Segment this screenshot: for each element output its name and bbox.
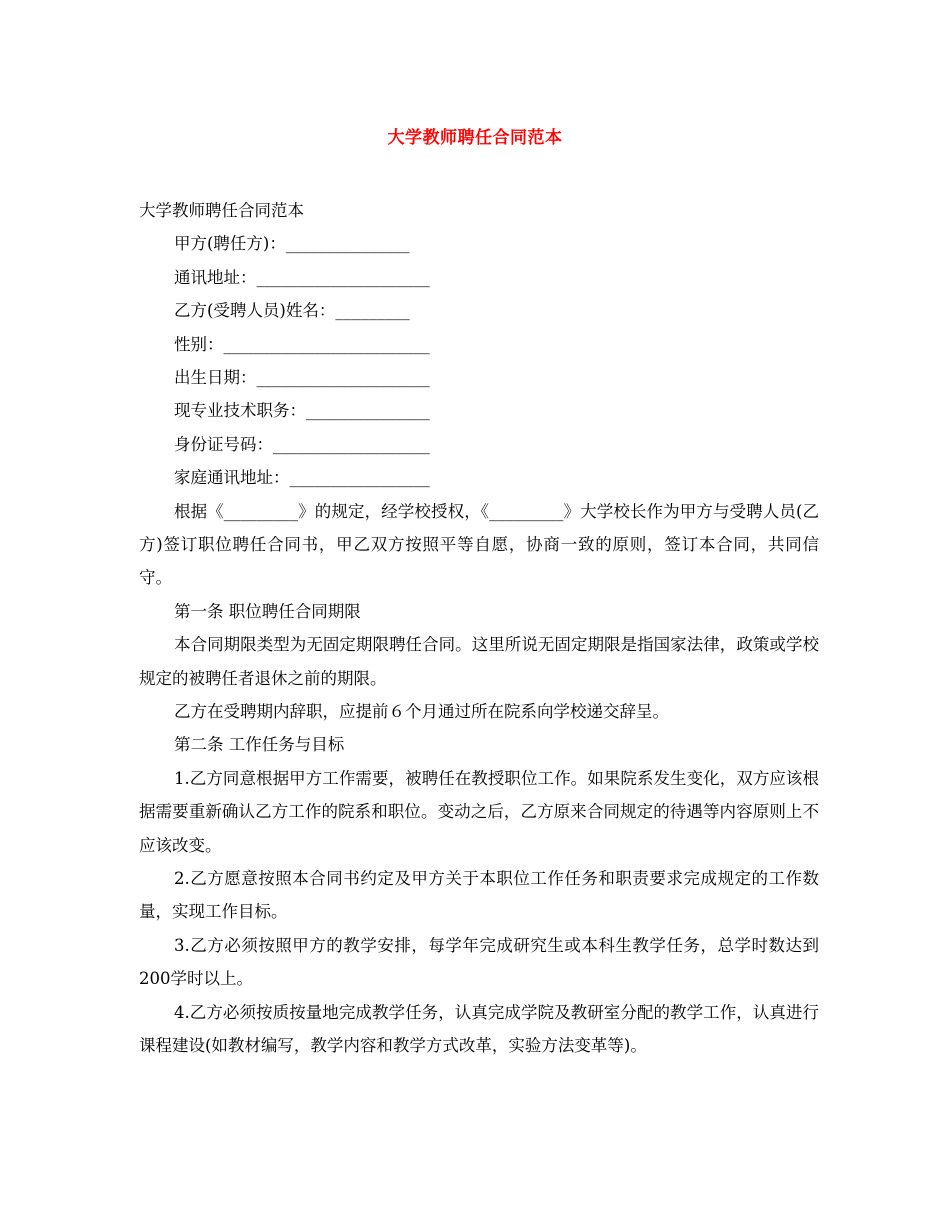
field-blank: _________ xyxy=(335,301,410,321)
field-blank: _________________ xyxy=(289,468,430,488)
paragraph-item-3: 3.乙方必须按照甲方的教学安排，每学年完成研究生或本科生教学任务，总学时数达到200学时以上。 xyxy=(139,935,819,989)
field-blank: _______________ xyxy=(306,401,430,421)
field-party-a xyxy=(139,227,819,260)
field-label: 现专业技术职务： xyxy=(174,401,306,421)
field-blank: _____________________ xyxy=(256,267,430,287)
field-label: 出生日期： xyxy=(174,367,257,387)
field-professional-title xyxy=(139,394,819,427)
field-home-address xyxy=(139,461,819,494)
field-id-number xyxy=(139,428,819,461)
field-label: 通讯地址： xyxy=(174,267,257,287)
paragraph-preamble: 根据《_________》的规定，经学校授权，《_________》大学校长作为甲方与受聘人员(乙方)签订职位聘任合同书，甲乙双方按照平等自愿，协商一致的原则，签订本合同，共同信守。 xyxy=(139,501,819,588)
field-blank: _____________________ xyxy=(256,367,430,387)
field-blank: _______________ xyxy=(285,234,410,254)
article-heading-2: 第二条 工作任务与目标 xyxy=(174,735,345,755)
field-gender xyxy=(139,328,819,361)
field-label: 甲方(聘任方)： xyxy=(174,234,286,254)
field-label: 身份证号码： xyxy=(174,434,273,454)
document-body xyxy=(139,194,819,1062)
document-subtitle: 大学教师聘任合同范本 xyxy=(139,201,304,220)
field-birth-date xyxy=(139,361,819,394)
paragraph-item-1: 1.乙方同意根据甲方工作需要，被聘任在教授职位工作。如果院系发生变化，双方应该根据需要重新确认乙方工作的院系和职位。变动之后，乙方原来合同规定的待遇等内容原则上不应该改变。 xyxy=(139,768,819,855)
paragraph-item-4: 4.乙方必须按质按量地完成教学任务，认真完成学院及教研室分配的教学工作，认真进行课程建设(如教材编写，教学内容和教学方式改革，实验方法变革等)。 xyxy=(139,1002,819,1056)
paragraph-resignation: 乙方在受聘期内辞职，应提前６个月通过所在院系向学校递交辞呈。 xyxy=(174,701,669,721)
article-heading-1: 第一条 职位聘任合同期限 xyxy=(174,601,361,621)
field-blank: _________________________ xyxy=(223,334,430,354)
field-blank: ___________________ xyxy=(273,434,430,454)
paragraph-item-2: 2.乙方愿意按照本合同书约定及甲方关于本职位工作任务和职责要求完成规定的工作数量，实现工作目标。 xyxy=(139,868,819,922)
field-label: 家庭通讯地址： xyxy=(174,468,290,488)
field-label: 乙方(受聘人员)姓名： xyxy=(174,301,336,321)
document-title: 大学教师聘任合同范本 xyxy=(387,128,563,148)
field-party-b-name xyxy=(139,294,819,327)
field-label: 性别： xyxy=(174,334,224,354)
paragraph-term-type: 本合同期限类型为无固定期限聘任合同。这里所说无固定期限是指国家法律，政策或学校规定的被聘任者退休之前的期限。 xyxy=(139,635,819,688)
field-address xyxy=(139,261,819,294)
